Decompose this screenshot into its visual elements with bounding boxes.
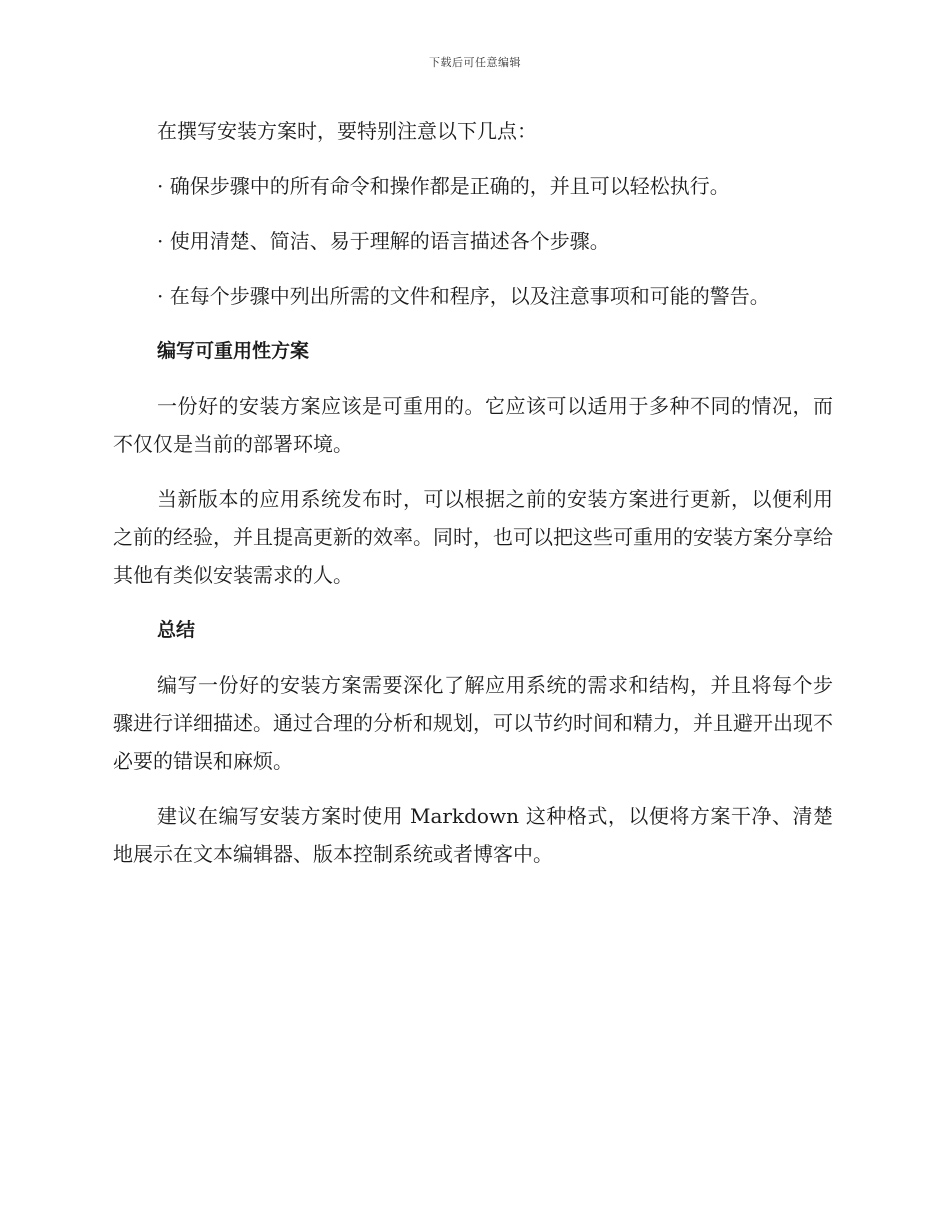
intro-paragraph: 在撰写安装方案时，要特别注意以下几点：: [157, 119, 537, 143]
paragraph: 建议在编写安装方案时使用 Markdown 这种格式，以便将方案干净、清楚地展示在文本编辑器、版本控制系统或者博客中。: [113, 804, 833, 866]
list-item: · 在每个步骤中列出所需的文件和程序，以及注意事项和可能的警告。: [157, 284, 770, 308]
bullet-list: [113, 167, 833, 315]
paragraph: 一份好的安装方案应该是可重用的。它应该可以适用于多种不同的情况，而不仅仅是当前的部署环境。: [113, 394, 833, 456]
list-item: · 确保步骤中的所有命令和操作都是正确的，并且可以轻松执行。: [157, 174, 730, 198]
section-heading-reusable: 编写可重用性方案: [157, 340, 310, 362]
section-heading-summary: 总结: [157, 619, 196, 641]
paragraph: 当新版本的应用系统发布时，可以根据之前的安装方案进行更新，以便利用之前的经验，并且提高更新的效率。同时，也可以把这些可重用的安装方案分享给其他有类似安装需求的人。: [113, 487, 833, 587]
document-body: [113, 112, 833, 890]
page-header: 下载后可任意编辑: [429, 56, 521, 69]
paragraph: 编写一份好的安装方案需要深化了解应用系统的需求和结构，并且将每个步骤进行详细描述。通过合理的分析和规划，可以节约时间和精力，并且避开出现不必要的错误和麻烦。: [113, 673, 833, 773]
list-item: · 使用清楚、简洁、易于理解的语言描述各个步骤。: [157, 229, 610, 253]
